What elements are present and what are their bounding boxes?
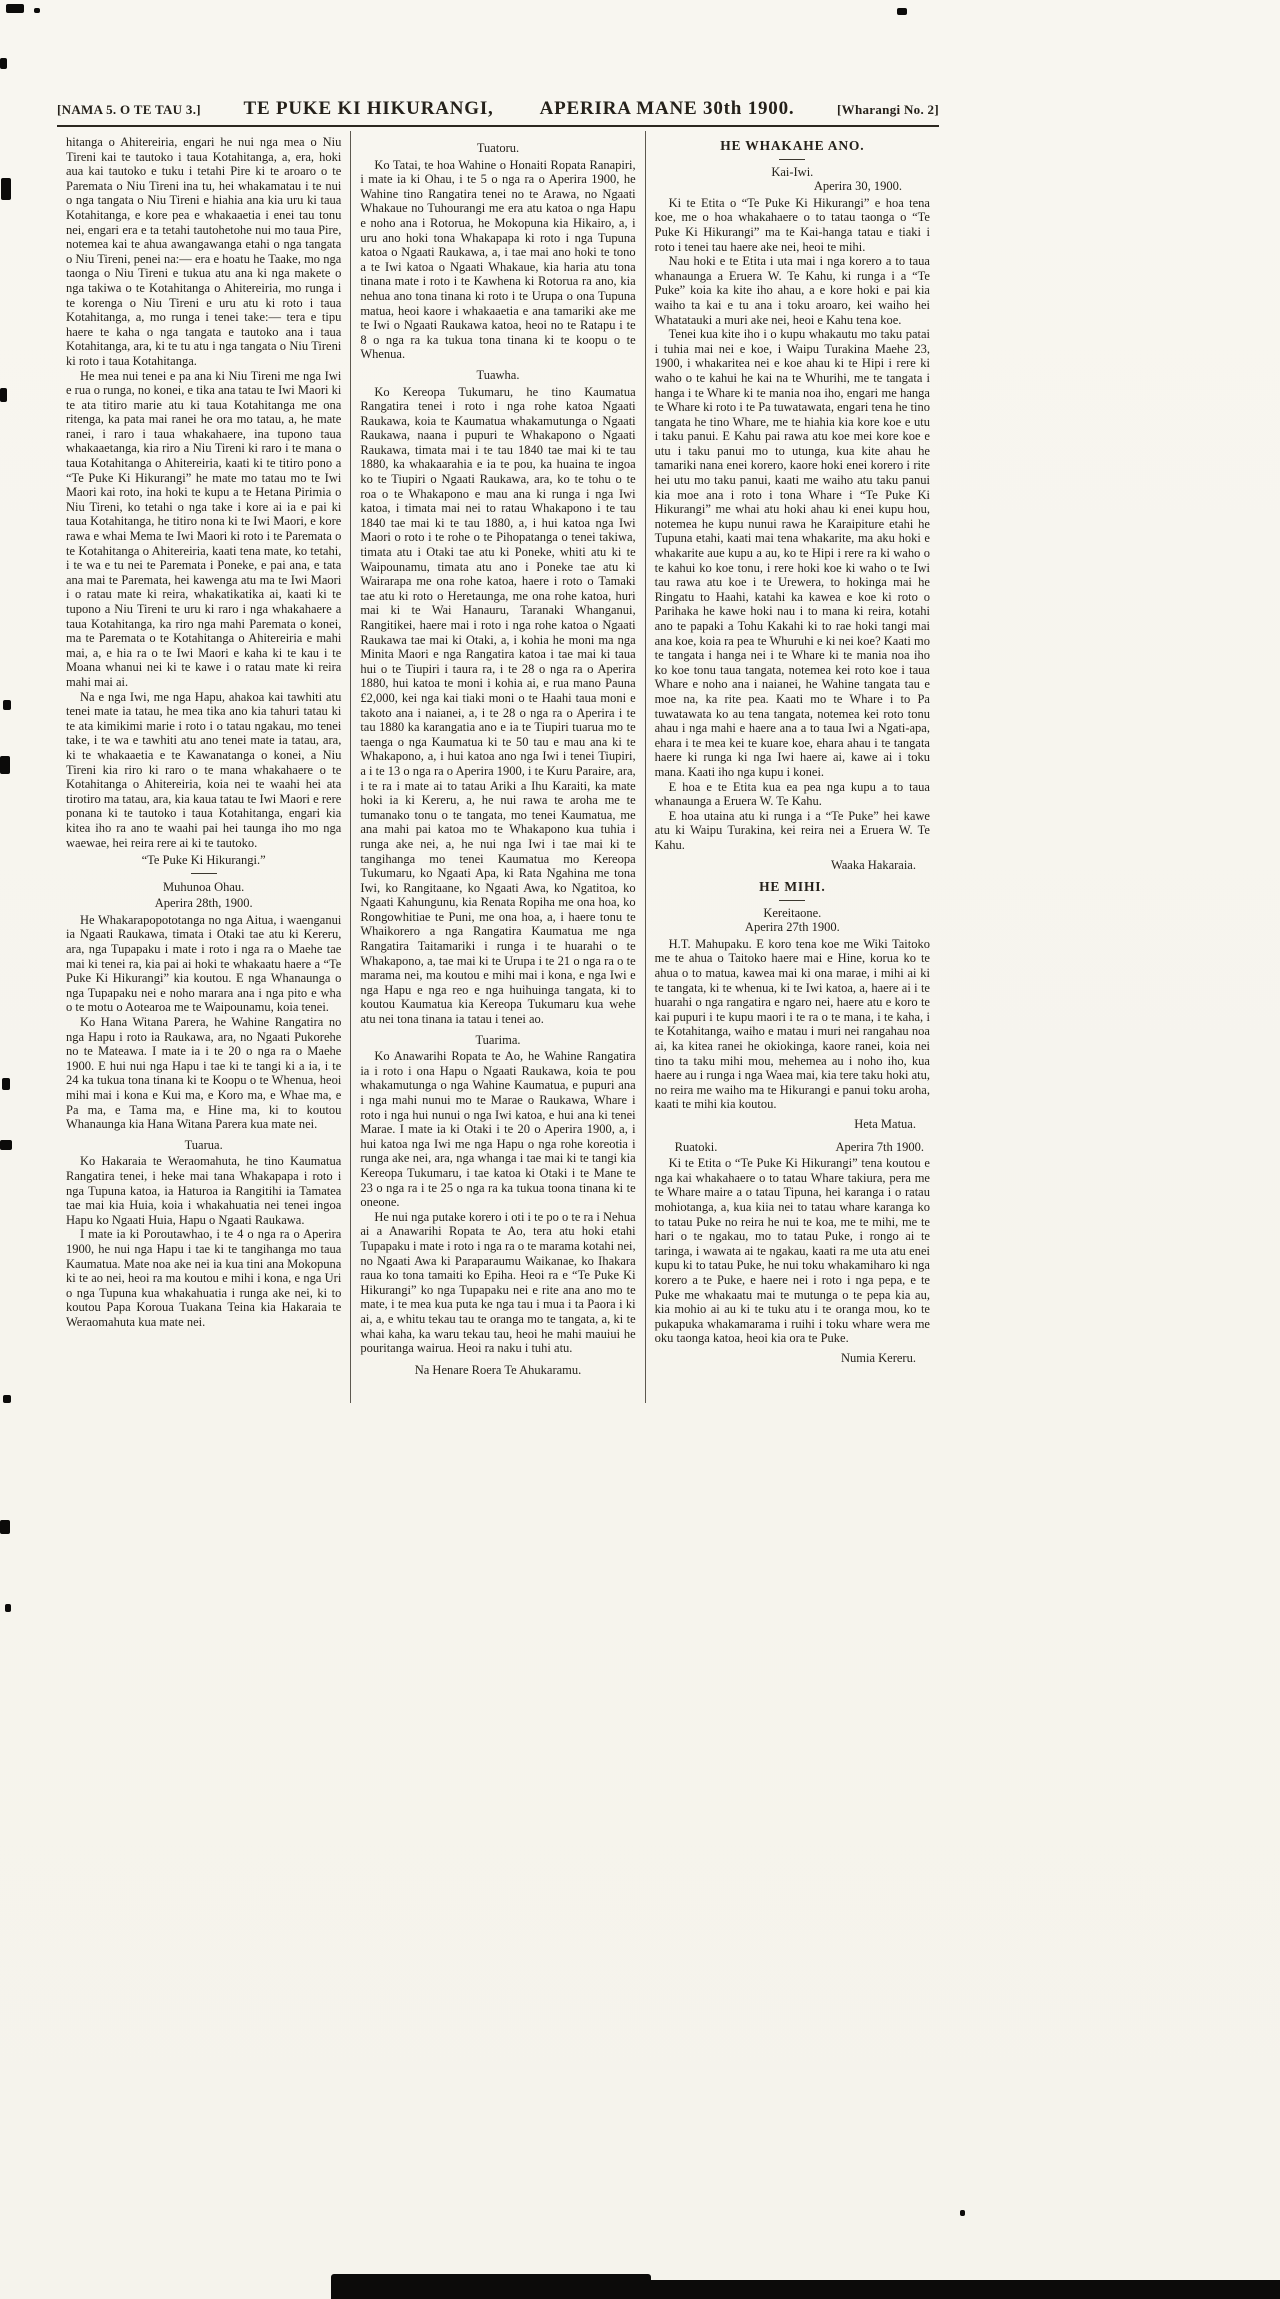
paragraph: He nui nga putake korero i oti i te po o te ra i Nehua ai a Anawarihi Ropata te Ao, tera atu hoki etahi Tupapaku i mate i roto i nga ra o te marama kotahi nei, no Ngaati Awa ki Paraparaumu Waikanae, ko Ihakara raua ko tona tamaiti ko Epiha. Heoi ra e “Te Puke Ki Hikurangi” ko nga Tupapaku nei e rite ana ano mo te mate, i te mea kua puta ke nga tau i mua i ta Paora i ki ai, a, e whitu tekau tau te oranga mo te tangata, a, ki te whai kaha, ka waru tekau tau, heoi he mahi mauiui he pouritanga wairua. Heoi ra naku i tuhi atu. [360,1209,636,1356]
date-center: Aperira 28th, 1900. [154,896,253,911]
paragraph: Ko Hana Witana Parera, he Wahine Rangatira no nga Hapu i roto ia Raukawa, ara, no Ngaati Pukorehe no te Mateawa. I mate ia i te 20 o nga ra o Maehe 1900. E hui nui nga Hapu i tae ki te tangi ki a ia, i te 24 ka tukua tona tinana ki te Koopu o te Whenua, heoi mihi mai i kona e Kui ma, e Koro ma, e Whae ma, e Pa ma, e Tama ma, e Hine ma, ki to koutou Whanaunga kia Hana Witana Parera kua mate nei. [66,1015,342,1132]
column-2 [350,131,644,1403]
heading-rule [191,873,217,874]
scan-artifact [0,58,7,69]
date: Aperira 7th 1900. [835,1139,924,1154]
section-heading: Tuarima. [475,1032,521,1047]
masthead [57,98,939,127]
date-right: Aperira 30, 1900. [813,179,902,194]
columns [57,131,939,1403]
section-heading: Tuatoru. [476,141,520,155]
paragraph: Ko Hakaraia te Weraomahuta, he tino Kaumatua Rangatira tenei, i heke mai tana Whakapapa i roto i nga Tupuna katoa, ia Haturoa ia Rangitihi ia Tamatea tae mai kia Huia, koia i whakahuatia nei tenei ingoa Hapu ko Ngaati Huia, Hapu o Ngaati Raukawa. [66,1154,342,1227]
paragraph: He mea nui tenei e pa ana ki Niu Tireni me nga Iwi e rua o runga, no konei, e tika ana tatau te Iwi Maori ki te ata titiro marie atu ki taua Kotahitanga me ona ritenga, ka pata mai ranei he ora mo tatau, a, he mate ranei, i raro i taua whakahaere, ina tupono taua whakaaetanga, kia riro a Niu Tireni ki raro i te mana o taua Kotahitanga o Ahitereiria, kaati ki te titiro pono a “Te Puke Ki Hikurangi” he mate mo tatau mo te Iwi Maori kai roto, ina hoki te kupu a te Hetana Pirimia o Niu Tireni, ko tetahi o nga take i kore ai ia e pai ki taua Kotahitanga, he titiro nona ki te Iwi Maori, e kore rawa e whai Mema te Iwi Maori ki roto i te Paremata o te Kotahitanga o Ahitereiria, kaati tena mate, ko tetahi, i te wa e tu nei te Paremata i Poneke, e pai ana, e tata ana mai te Paremata, hei kawenga atu ma te Iwi Maori i o ratau mate ki reira, whakatikatika ai, kaati ki te tupono a Niu Tireni te uru ki raro i nga whakahaere a taua Kotahitanga, ka riro nga mahi Paremata o konei, ma te Paremata o te Kotahitanga o Ahitereiria e mahi mai, a, e hia ra o te Iwi Maori e kaha ki te kau i te Moana whanui nei ki te kawe i o ratau mate ki reira mahi mai ai. [66,368,342,689]
paragraph: He Whakarapopototanga no nga Aitua, i waenganui ia Ngaati Raukawa, timata i Otaki tae atu ki Kereru, ara, nga Tupapaku i mate i roto i nga ra o Maehe tae mai ki tenei ra, kia pai ai hoki te whakaatu haere a “Te Puke Ki Hikurangi” kia koutou. E nga Whanaunga o nga Tupapaku nei e noho marara ana i nga pito e wha o te motu o Aotearoa me te Waipounamu, koia tenei. [66,912,342,1015]
scan-artifact [34,8,40,13]
section-heading: Tuarua. [184,1137,223,1152]
signature-center: Na Henare Roera Te Ahukaramu. [414,1362,582,1377]
signature-right: Heta Matua. [854,1117,916,1131]
paragraph: I mate ia ki Poroutawhao, i te 4 o nga ra o Aperira 1900, he nui nga Hapu i tae ki te tangihanga mo taua Kaumatua. Mate noa ake nei ia kua tini ana Mokopuna ki te ao nei, heoi ra ma koutou e mihi i kona, e nga Uri o nga Tupuna kua whakahuatia i runga ake nei, ki to koutou Papa Koroua Tuakana Teina kia Hakaraia te Weraomahuta kua mate nei. [66,1227,342,1329]
signature-right: Numia Kereru. [841,1350,916,1365]
scan-artifact [0,1520,10,1534]
newspaper-title-line [243,98,794,120]
heading-rule [779,159,805,160]
scan-artifact-bottom-bar [331,2280,1280,2299]
scan-artifact [0,388,7,402]
scan-artifact [2,1078,10,1090]
paragraph: hitanga o Ahitereiria, engari he nui nga mea o Niu Tireni kai te tautoko i taua Kotahitanga, a, era, hoki aua kai tautoko e tuku i tetahi Pire ki te aroaro o te Paremata o Niu Tireni ina tu, hei whakamatau i te nui o nga tangata o Niu Tireni e hiahia ana kia uru ki taua Kotahitanga, e kore pea e whakaaetia i enei tau tonu nei, engari era e ta tetahi tautohetohe nui mo taua Pire, notemea kai te ahua awangawanga etahi o nga tangata o Niu Tireni, penei na:— era e hoatu he Taake, mo nga taonga o Niu Tireni e tukua atu ana ki nga makete o nga takiwa o te Kotahitanga o Ahitereiria, mo runga i te korenga o Niu Tireni e uru atu ki roto i taua Kotahitanga, a, mo runga i tenei take:— tera e tipu haere te kaha o nga tangata e tautoko ana i taua Kotahitanga, ara, ki te tu atu i nga tangata o Niu Tireni ki roto i taua Kotahitanga. [66,135,342,368]
column-3 [645,131,939,1403]
scan-artifact [3,700,11,710]
split [655,1140,930,1155]
heading-caps: HE WHAKAHE ANO. [720,138,865,153]
scan-artifact [0,1140,12,1150]
place-center: Kai-Iwi. [771,164,814,179]
paragraph: Na e nga Iwi, me nga Hapu, ahakoa kai tawhiti atu tenei mate ia tatau, he mea tika ano kia tahuri tatau ki te ata kimikimi marie i roto i o tatau ngakau, mo tenei take, i te wa e tawhiti atu ano tenei mate ia tatau, ara, ki te whakaaetia e te Kawanatanga o konei, a Niu Tireni kia riro ki raro o te mana whakahaere o te Kotahitanga o Ahitereiria, koia nei te waahi hei ata tirotiro ma tatau, ara, kia kaua tatau te Iwi Maori e rere ponana ki te tautoko i taua Kotahitanga, engari kia kitea iho ra ano te waahi pai hei taunga iho mo nga waewae, hei reira rere ai ki te tautoko. [66,689,342,850]
page-number: [Wharangi No. 2] [837,102,939,117]
paragraph: Ko Anawarihi Ropata te Ao, he Wahine Rangatira ia i roto i ona Hapu o Ngaati Raukawa, koia te pou whakamutunga o nga Wahine Kaumatua, e pupuri ana i nga mahi nunui mo te Marae o Raukawa, Whare i roto i nga hui nunui o nga Iwi katoa, e hui ana ki tenei Marae. I mate ia ki Otaki i te 20 o Aperira 1900, a, i hui katoa nga Iwi me nga Hapu o nga rohe koreotia i runga ake nei, ara, nga whanga i tae mai ki te tangi kia Kereopa Tukumaru, i tae katoa ki Otaki i te Mane te 23 o nga ra i te 25 o nga ra ka tukua toona tinana ki te oneone. [360,1049,636,1210]
signature-right: Waaka Hakaraia. [830,857,916,872]
paragraph: Ko Kereopa Tukumaru, he tino Kaumatua Rangatira tenei i roto i nga rohe katoa Ngaati Raukawa, koia te Kaumatua whakamutunga o Ngaati Raukawa, naana i pupuri te Whakapono o Ngaati Raukawa, timata mai i te tau 1840 tae mai ki te tau 1880, ka whakaarahia e ia te pou, ka huaina te ingoa ko te Tiupiri o Ngaati Raukawa, ara, ko te tohu o te roa o te Whakapono e mau ana ki runga i nga Iwi katoa, i timata mai nei to ratau Whakapono i te tau 1840 tae mai ki te tau 1880, a, i hui katoa nga Iwi Maori o roto i te rohe o te Pihopatanga o tenei takiwa, timata atu i Otaki tae atu ki Poneke, whiti atu ki te Waipounamu, timata atu ano i Poneke tae atu ki Wairarapa me ona rohe katoa, haere i roto o Tamaki tae atu ki roto o Heretaunga, me ona rohe katoa, huri mai ki te Wai Hanauru, Taranaki Whanganui, Rangitikei, haere mai i roto i nga rohe katoa o Ngaati Raukawa tae mai ki Otaki, a, i kohia he moni ma nga Minita Maori e nga Rangatira katoa i tae mai ki taua hui o te Tiupiri i taura ra, i te 28 o nga ra o Aperira 1880, hui katoa te moni i kohia ai, e rua mano Pauna £2,000, kei nga kai tiaki moni o te Haahi taua moni e takoto ana i naianei, a, i te 28 o nga ra o Aperira i te tau 1880 ka karangatia ano e ia te Tiupiri tuarua mo te taenga o nga Kaumatua ki te 50 tau e mau ana ki te Whakapono, a, i hui katoa ano nga Iwi i tenei Tiupiri, a i te 13 o nga ra o Aperira 1900, i te Kuru Paraire, ara, i te ra i mate ai to tatau Ariki a Ihu Karaiti, ka mate hoki ia ki Kereru, a, he nui rawa te aroha me te tumanako tonu o te tangata, mo tenei Kaumatua, me ana mahi pai katoa mo te Whakapono kua tuhia i runga ake nei, a, he nui nga Iwi i tae mai ki te tangihanga mo tenei Kaumatua mo Kereopa Tukumaru, ko Ngaati Apa, ki Rata Ngahina me tona Iwi, ko Rangitaane, ko Ngaati Awa, ko Ngatitoa, ko Ngaati Kahungunu, kia Renata Ropiha me ona hoa, ko Rongowhitiae te Puni, me ona hoa, a, i haere tonu te Whaikorero a nga Rangatira Kaumatua me nga Rangatira Taitamariki i runga i te huarahi o te Whakapono, a, tae mai ki te Urupa i te 21 o nga ra o te marama nei, ma koutou e mihi mai i kona, e nga Iwi e nga Hapu e nga reo e nga huihuinga tangata, ki to koutou Kaumatua kia Kereopa Tukumaru kua wehe atu nei tona tinana ia tatau i tenei ao. [360,384,636,1027]
scan-artifact [6,4,24,13]
scan-artifact-bottom-bump [331,2274,651,2282]
paragraph: Ki te Etita o “Te Puke Ki Hikurangi” e hoa tena koe, me o hoa whakahaere o to tatau taonga o “Te Puke Ki Hikurangi” ma te Kai-hanga tatau e tiaki i roto i tenei tau haere ake nei, heoi te mihi. [654,195,930,254]
paragraph: Nau hoki e te Etita i uta mai i nga korero a to taua whanaunga a Eruera W. Te Kahu, ki runga i a “Te Puke” koia ka kite iho ahau, a e kore hoki e pai kia waiho ta kai e tu ana i toku aroaro, kei waiho hei Whatatauki a muri ake nei, heoi e Kahu tena koe. [654,254,930,327]
scan-artifact [897,8,907,15]
paragraph: Ki te Etita o “Te Puke Ki Hikurangi” tena koutou e nga kai whakahaere o to tatau Whare takiura, pera me te Whare maire a o tatau Tipuna, hei karanga i o ratau mohiotanga, a, kua kiia nei to tatau whare karanga ko to tatau Puke no reira he nui te koa, me te mihi, me te hari o te ngakau, mo to tatau Puke, i rongo ai te taringa, i wawata ai te ngakau, kaati ra me uta atu enei kupu ki to tatau Puke, he nui toku whakamiharo ki nga korero a te Puke, e haere nei i roto i nga pepa, e te Puke me whakaatu mai te mutunga o te pepa kia au, kia mohio ai au ki te tuku atu i te oranga mou, ko te pukapuka whakamarama i ruihi i toku whare wera me oku taonga katoa, heoi kia ora te Puke. [654,1156,930,1346]
paragraph: Ko Tatai, te hoa Wahine o Honaiti Ropata Ranapiri, i mate ia ki Ohau, i te 5 o nga ra o Aperira 1900, he Wahine tino Rangatira tenei no te Arawa, no Ngaati Whakaue no Tuhourangi me era atu katoa o nga Hapu e noho ana i Rotorua, he Mokopuna kia Hikairo, a, i uru ano hoki tona Whakapapa ki roto i nga Tupuna katoa o Ngaati Raukawa, a, i tae mai ano hoki te tono a te Iwi katoa o Ngaati Whakaue, kia haria atu tona tinana mate i roto i te Kawhena ki Rotorua ra ano, kia nehua ano tona tinana ki roto i te Urupa o ona Tupuna matua, heoi kaore i whakaaetia e ana tamariki ake me te Iwi o Ngaati Raukawa katoa, heoi no te Ratapu i te 8 o nga ra ka tukua tona tinana ki te koopu o te Whenua. [360,157,636,362]
scan-artifact [5,1604,11,1612]
quote-center: “Te Puke Ki Hikurangi.” [141,853,266,868]
scan-artifact [1,178,11,200]
column-1 [57,131,350,1403]
place-center: Kereitaone. [763,905,822,920]
issue-date: APERIRA MANE 30th 1900. [539,98,795,119]
section-heading: Tuawha. [476,367,520,382]
scan-artifact [960,2210,965,2216]
scan-artifact [0,756,10,774]
paragraph: H.T. Mahupaku. E koro tena koe me Wiki Taitoko me te ahua o Taitoko haere mai e Hine, korua ko te ahua o to matua, kawea mai ki ona marae, i mihi ai ki te tangata, ki te whenua, ki te Iwi katoa, a, haere ai i te huarahi o nga rangatira e ngaro nei, haere atu e koro te kai pupuri i te kupu maori i te ra o te mana, i te kaha, i te Kotahitanga, waiho e matau i muri nei rangahau noa ai, ka kitea ranei he okiokinga, kaore ranei, koia nei tino ta taku mihi mou, mehemea au i noho iho, kua haere au i runga i nga Waea mai, kia tere taku hoki atu, no reira me waiho ma te Hikurangi e panui toku aroha, kaati te mihi kia koutou. [654,936,930,1112]
paragraph: Tenei kua kite iho i o kupu whakautu mo taku patai i tuhia mai nei e koe, i Waipu Turakina Maehe 23, 1900, i whakaritea nei e koe ahau ki te Hipi i rere ki waho o te kahui he kai na te Whurihi, me te tangata i hanga i te Whare ki te mania noa iho, engari me hanga te Whare ki roto i te Pa tuwatawata, engari tena he tino tangata he tino Whare, me te hiahia kia kore koe e utu i taku panui. E Kahu pai rawa atu koe mei kore koe e utu i taku panui mo to utunga, kua kite ahau he tamariki nana enei korero, kaore hoki enei korero i rite hei utu mo taku panui, kaati me waiho atu taku panui kia moe ana i roto i tona Whare i “Te Puke Ki Hikurangi” me whai atu hoki ahau ki enei kupu hou, notemea he kupu nunui rawa he Karaipiture etahi he Tupuna etahi, kaati mai tena whakarite, ma aku hoki e whakarite aue kupu a au, ko te Hipi i rere ra ki waho o te kahui ko koe tonu, i rere hoki koe ki waho o te Iwi tau rawa atu koe i te Urewera, to hokinga mai he Ringatu to Haahi, katahi ka kawea e koe ki roto o Parihaka he kawe hoki nau i to mana ki reira, kotahi ano te papaki a Tohu Kakahi ki to rae hoki tangi mai ana koe, koia ra pea te Whuruhi e ki nei koe? Kaati mo te tangata i hanga nei i te Whare ki te mania noa iho ko koe tonu taua tangata, notemea kei roto koe i taua Whare e noho ana i naianei, he Wahine tangata tau e moe na, ka rite pea. Kaati mo te Whare i to Pa tuwatawata ko au tena tangata, notemea kei roto tonu ahau i nga mahi e haere ana a to taua Iwi a Ngati-apa, ehara i te mea kei te kuare koe, ehara ahau i te tangata haere ki runga ki nga Iwi haere ai, kawe ai i toku mana. Kaati iho nga kupu i konei. [654,327,930,779]
paragraph: E hoa utaina atu ki runga i a “Te Puke” hei kawe atu ki Waipu Turakina, kei reira nei a Eruera W. Te Kahu. [654,808,930,852]
paragraph: E hoa e te Etita kua ea pea nga kupu a to taua whanaunga a Eruera W. Te Kahu. [654,779,930,809]
scan-artifact [3,1395,11,1403]
place-name: Ruatoki. [674,1139,718,1154]
issue-number: [NAMA 5. O TE TAU 3.] [57,102,201,117]
heading-caps: HE MIHI. [759,879,826,895]
heading-rule [779,900,805,901]
section-heading: Muhunoa Ohau. [163,879,245,894]
date-center: Aperira 27th 1900. [744,920,840,935]
newspaper-title: TE PUKE KI HIKURANGI, [243,98,494,119]
